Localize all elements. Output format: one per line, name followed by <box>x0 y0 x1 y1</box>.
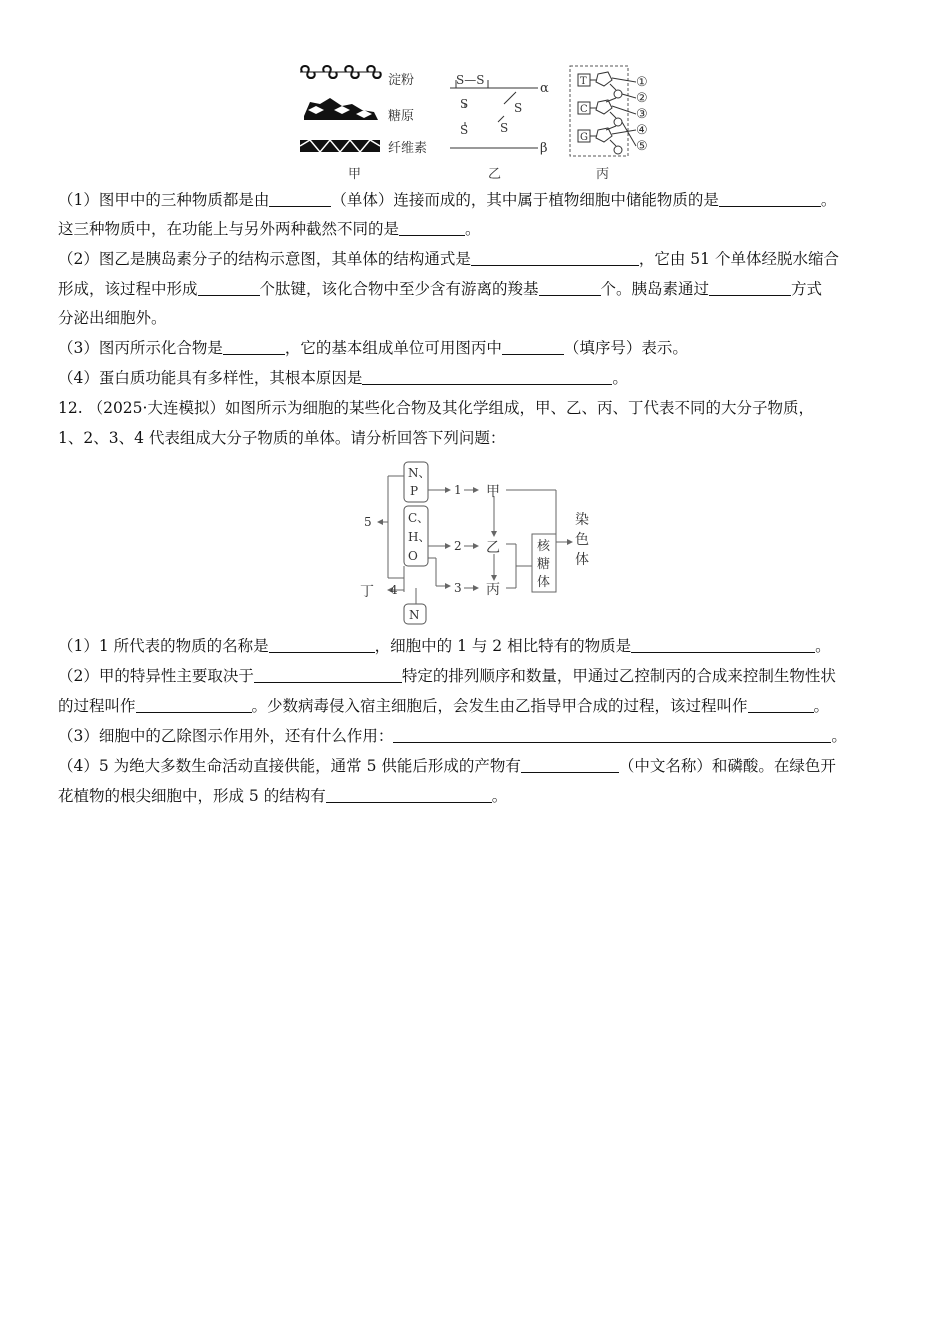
q12-sub-line-6: 花植物的根尖细胞中，形成 5 的结构有 。 <box>58 787 508 805</box>
monomer-4: 4 <box>390 583 398 597</box>
answer-blank-different[interactable] <box>399 221 465 236</box>
macro-jia: 甲 <box>486 484 500 500</box>
cellulose-chain-icon <box>300 140 380 152</box>
glycogen-label: 糖原 <box>388 109 415 124</box>
monomer-1: 1 <box>454 483 462 497</box>
insulin-s1: S <box>460 97 469 111</box>
figure-2 <box>350 458 610 628</box>
q12-sub-line-4: （3）细胞中的乙除图示作用外，还有什么作用： 。 <box>58 727 847 745</box>
answer-blank-monomer[interactable] <box>269 192 331 207</box>
macro-ding: 丁 <box>360 584 374 600</box>
cho-o: O <box>408 549 418 563</box>
beta-chain-label: β <box>540 141 548 156</box>
cho-h: H、 <box>408 530 431 544</box>
answer-blank-number[interactable] <box>502 340 564 355</box>
answer-blank-reason[interactable] <box>362 370 612 385</box>
answer-blank-carboxyl[interactable] <box>539 281 601 296</box>
caption-yi: 乙 <box>488 167 502 182</box>
macro-yi: 乙 <box>486 540 500 556</box>
insulin-ss-top: S—S <box>456 73 485 87</box>
ribosome-1: 核 <box>537 539 551 554</box>
q12-sub-line-2: （2）甲的特异性主要取决于 特定的排列顺序和数量，甲通过乙控制丙的合成来控制生物性状 <box>58 667 836 685</box>
chromosome-2: 色 <box>575 532 589 548</box>
insulin-s3: S <box>514 101 523 115</box>
answer-blank-secretion[interactable] <box>709 281 791 296</box>
num-1: ① <box>636 75 648 90</box>
base-t: T <box>580 76 587 87</box>
answer-blank-storage[interactable] <box>719 192 821 207</box>
answer-blank-product[interactable] <box>521 758 619 773</box>
q12-sub-line-5: （4）5 为绝大多数生命活动直接供能，通常 5 供能后形成的产物有 （中文名称）和磷酸。在绿色开 <box>58 757 836 775</box>
caption-bing: 丙 <box>596 167 610 182</box>
num-4: ④ <box>636 123 648 138</box>
macro-bing: 丙 <box>486 582 500 598</box>
q11-line-3: （2）图乙是胰岛素分子的结构示意图，其单体的结构通式是 ，它由 51 个单体经脱水缩合 <box>58 250 839 268</box>
ribosome-3: 体 <box>537 575 551 590</box>
num-2: ② <box>636 91 648 106</box>
q11-line-7: （4）蛋白质功能具有多样性，其根本原因是 。 <box>58 369 628 387</box>
answer-blank-substance-1[interactable] <box>269 638 375 653</box>
starch-label: 淀粉 <box>388 73 415 88</box>
ribosome-2: 糖 <box>537 557 551 572</box>
answer-blank-specificity[interactable] <box>254 668 402 683</box>
n-label: N <box>409 608 420 622</box>
monomer-3: 3 <box>454 581 462 595</box>
base-g: G <box>580 132 588 143</box>
q11-line-2: 这三种物质中，在功能上与另外两种截然不同的是 。 <box>58 220 481 238</box>
np-n: N、 <box>408 466 431 480</box>
insulin-s2: S <box>460 123 469 137</box>
chromosome-1: 染 <box>575 512 589 528</box>
q12-line-1: 12. （2025·大连模拟）如图所示为细胞的某些化合物及其化学组成，甲、乙、丙、丁代表不同的大分子物质， <box>58 399 814 417</box>
starch-chain-icon <box>300 66 381 78</box>
monomer-2: 2 <box>454 539 462 553</box>
cellulose-label: 纤维素 <box>388 141 428 156</box>
glycogen-chain-icon <box>304 98 378 120</box>
q12-line-2: 1、2、3、4 代表组成大分子物质的单体。请分析回答下列问题： <box>58 429 506 447</box>
answer-blank-peptide[interactable] <box>198 281 260 296</box>
alpha-chain-label: α <box>540 81 549 96</box>
np-p: P <box>410 484 419 498</box>
q11-line-1: （1）图甲中的三种物质都是由 （单体）连接而成的，其中属于植物细胞中储能物质的是 。 <box>58 191 837 209</box>
num-3: ③ <box>636 107 648 122</box>
q12-sub-line-3: 的过程叫作 。少数病毒侵入宿主细胞后，会发生由乙指导甲合成的过程，该过程叫作 。 <box>58 697 830 715</box>
chromosome-3: 体 <box>575 552 589 568</box>
num-5: ⑤ <box>636 139 648 154</box>
q11-line-6: （3）图丙所示化合物是 ，它的基本组成单位可用图丙中 （填序号）表示。 <box>58 339 688 357</box>
q11-line-4: 形成，该过程中形成 个肽键，该化合物中至少含有游离的羧基 个。胰岛素通过 方式 <box>58 280 823 298</box>
answer-blank-compound[interactable] <box>223 340 285 355</box>
answer-blank-expression[interactable] <box>136 698 252 713</box>
figure-1 <box>290 60 670 185</box>
insulin-s4: S <box>500 121 509 135</box>
answer-blank-function[interactable] <box>393 728 831 743</box>
caption-jia: 甲 <box>348 167 362 182</box>
insulin-structure-icon <box>450 80 538 148</box>
q11-line-5: 分泌出细胞外。 <box>58 309 167 327</box>
base-c: C <box>580 104 588 115</box>
cho-c: C、 <box>408 511 430 525</box>
answer-blank-structure[interactable] <box>326 788 492 803</box>
answer-blank-formula[interactable] <box>471 251 639 266</box>
answer-blank-reverse[interactable] <box>748 698 814 713</box>
q12-sub-line-1: （1）1 所代表的物质的名称是 ，细胞中的 1 与 2 相比特有的物质是 。 <box>58 637 831 655</box>
monomer-5: 5 <box>364 515 372 529</box>
answer-blank-unique[interactable] <box>631 638 815 653</box>
